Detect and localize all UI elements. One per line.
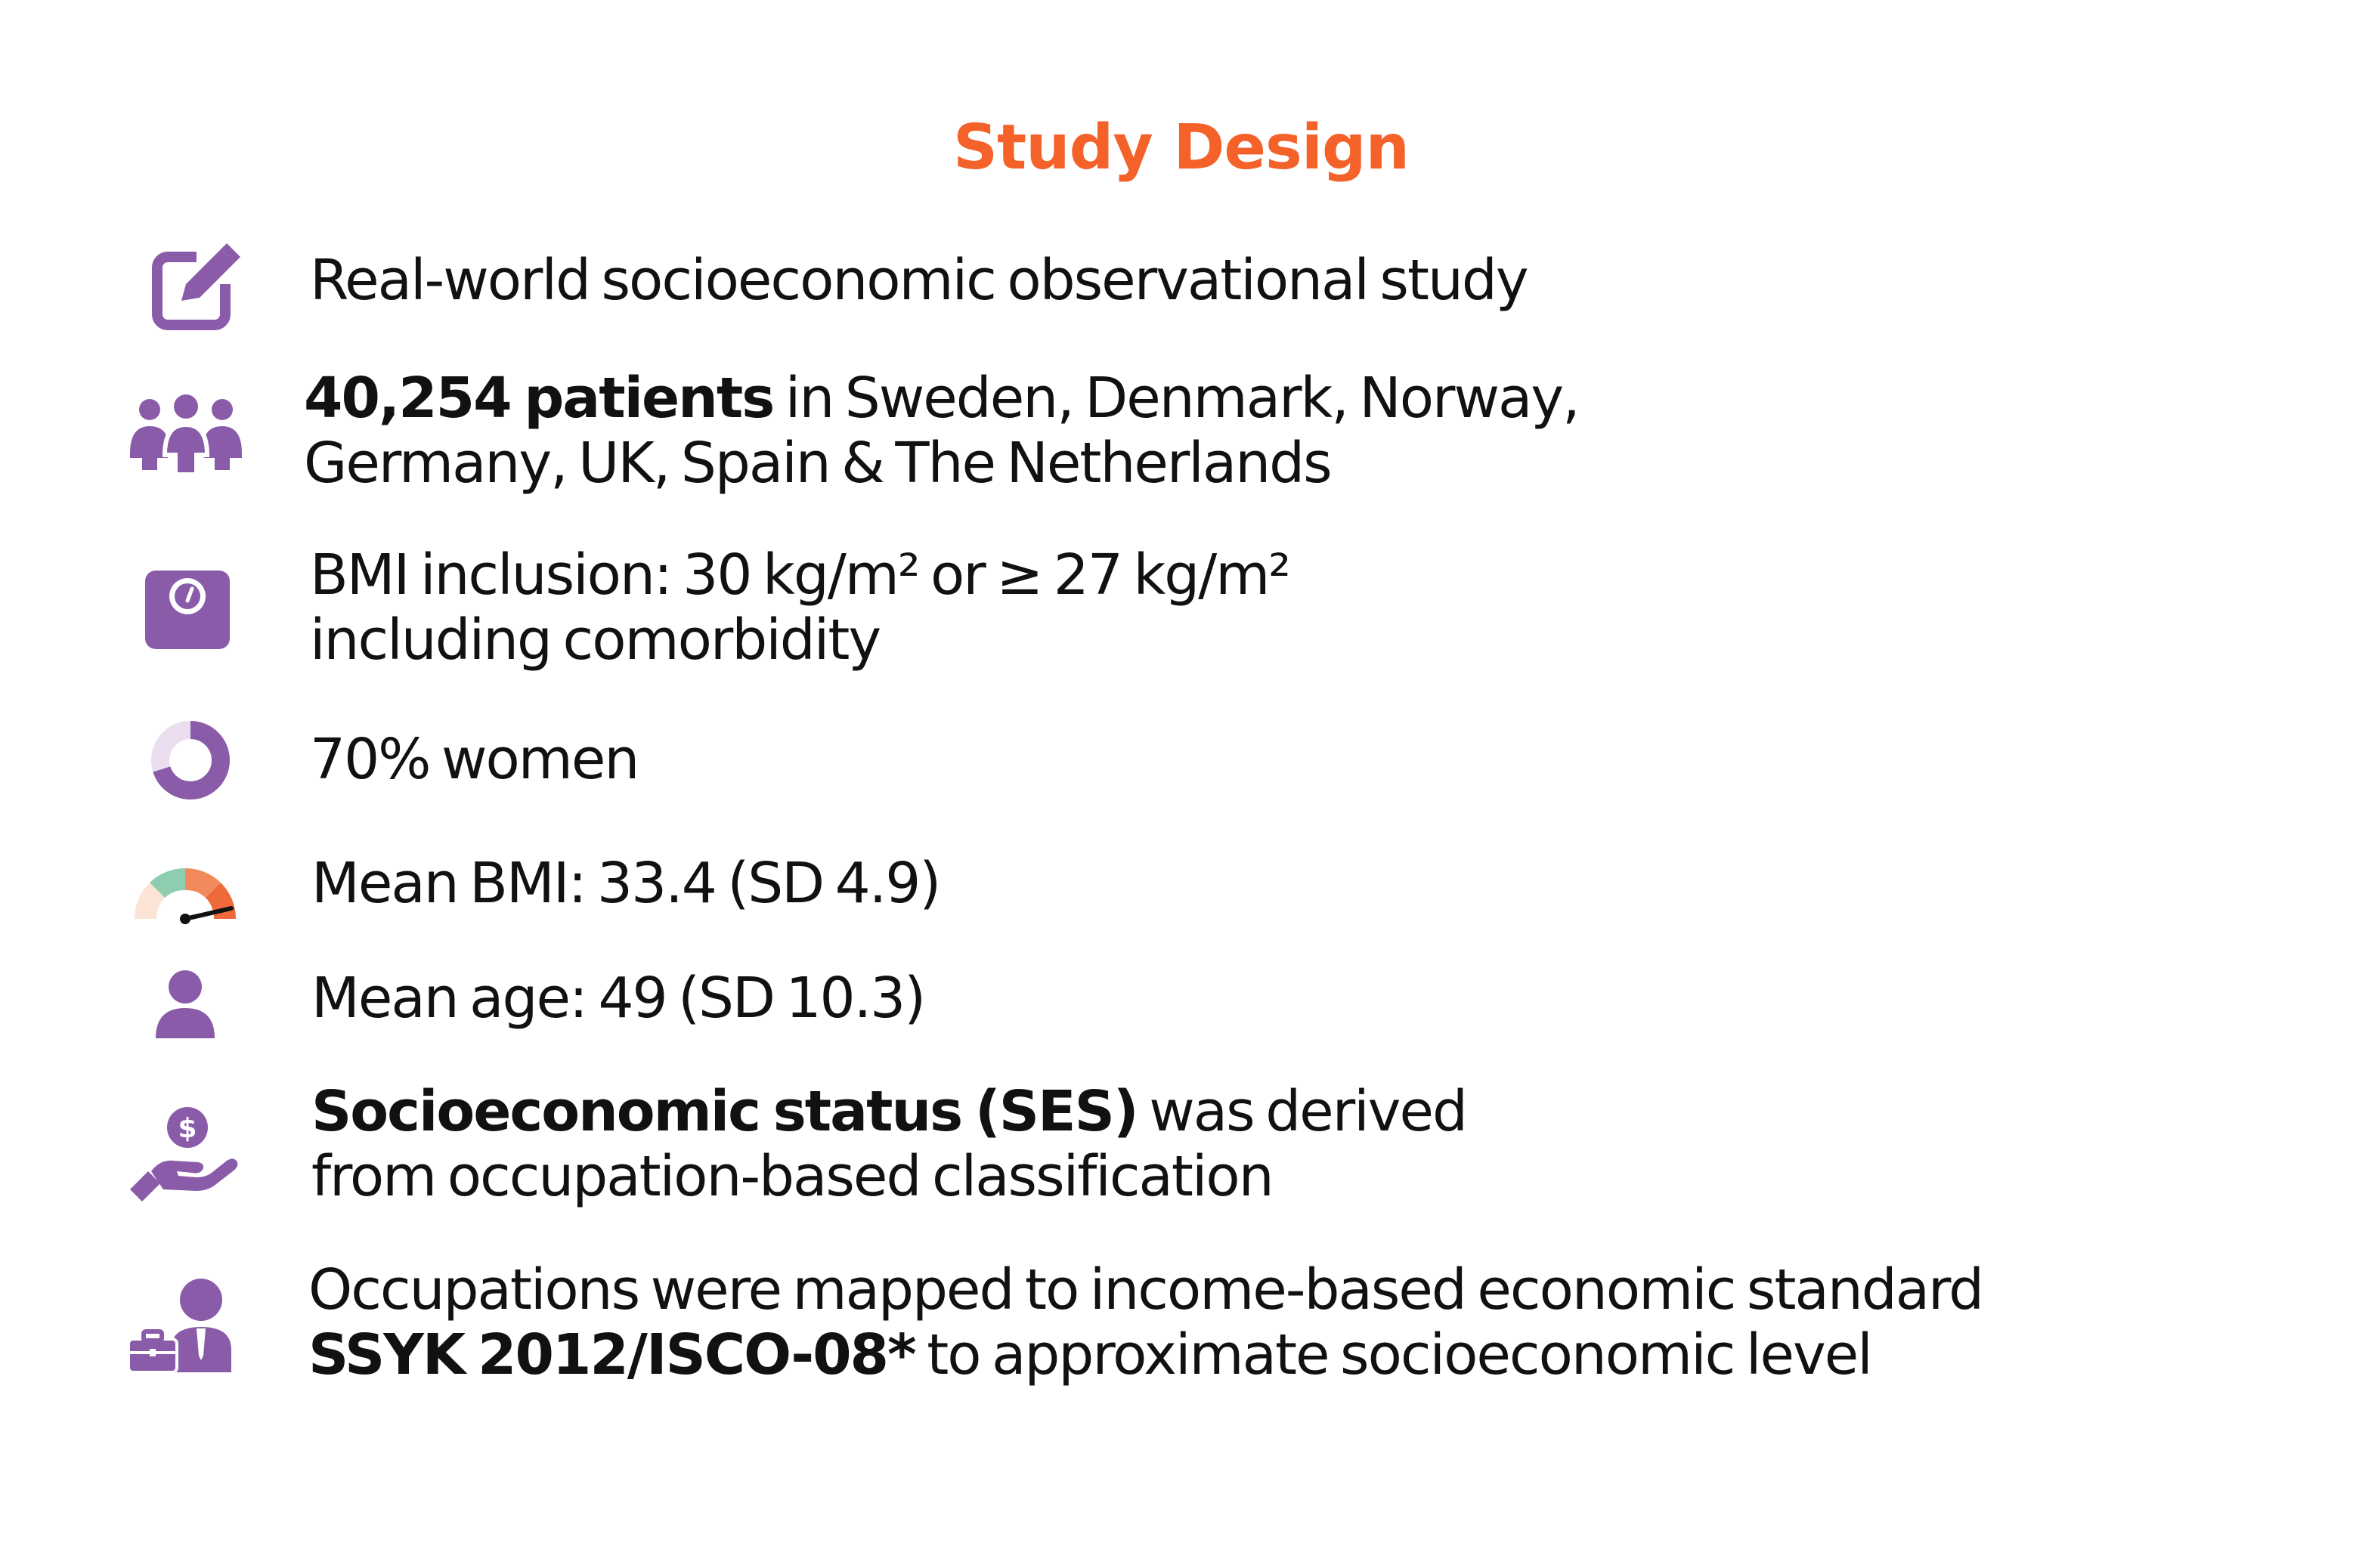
donut-chart-icon <box>148 718 233 803</box>
item-text: from occupation-based classification <box>311 1144 1273 1209</box>
businessman-icon <box>128 1277 234 1374</box>
item-text: BMI inclusion: 30 kg/m² or ≥ 27 kg/m² <box>310 543 1289 608</box>
page-title: Study Design <box>953 112 1409 184</box>
svg-text:$: $ <box>178 1113 197 1144</box>
item-text: 70% women <box>310 727 639 792</box>
edit-icon <box>151 240 242 331</box>
people-group-icon <box>127 393 245 476</box>
item-text: Germany, UK, Spain & The Netherlands <box>304 431 1331 496</box>
item-text: Mean age: 49 (SD 10.3) <box>311 966 925 1031</box>
item-text: was derived <box>1137 1079 1466 1144</box>
money-hand-icon <box>127 1105 239 1203</box>
ses-term: Socioeconomic status (SES) <box>311 1079 1138 1144</box>
ssyk-standard: SSYK 2012/ISCO-08* <box>308 1322 915 1387</box>
gauge-icon <box>127 855 243 925</box>
item-text: Occupations were mapped to income-based economic standard <box>308 1257 1983 1322</box>
user-icon <box>154 969 216 1038</box>
patients-count: 40,254 patients <box>304 366 774 431</box>
weight-scale-icon <box>145 571 230 649</box>
item-text: including comorbidity <box>310 608 881 673</box>
item-text: Mean BMI: 33.4 (SD 4.9) <box>311 851 940 916</box>
item-text: to approximate socioeconomic level <box>915 1322 1871 1387</box>
item-text: Real-world socioeconomic observational study <box>310 248 1528 313</box>
item-text: in Sweden, Denmark, Norway, <box>773 366 1579 431</box>
